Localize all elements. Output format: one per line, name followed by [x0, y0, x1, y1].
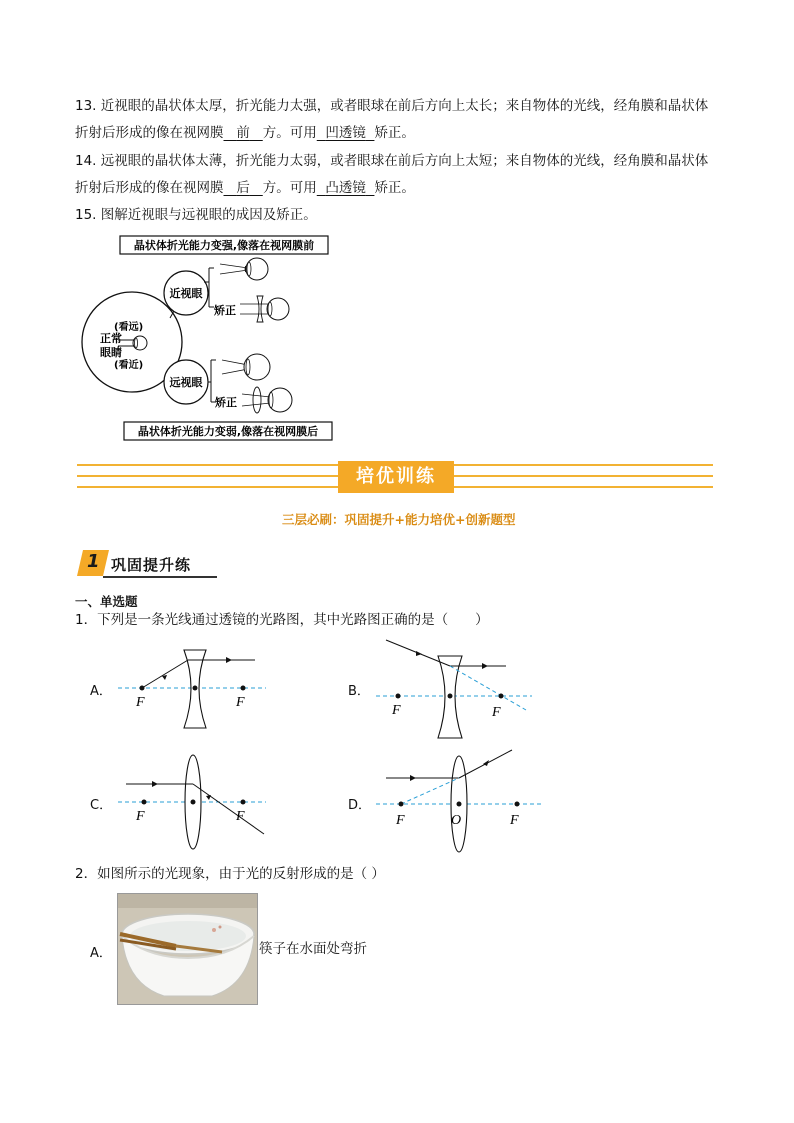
hyperopia-label: 远视眼: [169, 376, 203, 389]
q1-option-b-figure: [370, 636, 540, 742]
q1-option-a-label: A．: [90, 684, 112, 699]
q2-stem: 2．如图所示的光现象，由于光的反射形成的是（ ）: [75, 866, 385, 882]
focus-label: F: [236, 695, 245, 710]
section-number: 1: [87, 551, 100, 572]
part-title: 一、单选题: [75, 594, 138, 609]
q14-answer-2: 凸透镜: [325, 180, 366, 196]
focus-label: F: [392, 703, 401, 718]
q1-option-d-figure: [370, 744, 546, 856]
q14-line2-prefix: 折射后形成的像在视网膜: [75, 180, 224, 196]
q1-option-c-label: C．: [90, 798, 113, 813]
see-far-label: (看远): [114, 322, 144, 333]
focus-label: F: [236, 809, 245, 824]
q2-option-a-photo: [117, 893, 258, 1005]
q2-option-a-label: A．: [90, 946, 112, 961]
bottom-caption: 晶状体折光能力变弱,像落在视网膜后: [137, 425, 319, 438]
hyperopia-correction-label: 矫正: [215, 396, 237, 409]
q13-mid: 方。可用: [262, 125, 317, 141]
q13-line1: 13. 近视眼的晶状体太厚，折光能力太强，或者眼球在前后方向上太长；来自物体的光线，经角膜和晶状体: [75, 98, 709, 114]
q1-stem: 1．下列是一条光线通过透镜的光路图，其中光路图正确的是（ ）: [75, 612, 489, 628]
focus-label: F: [396, 813, 405, 828]
bowl-chopstick-image: [118, 894, 257, 1004]
myopia-correction-label: 矫正: [214, 304, 236, 317]
focus-label: F: [510, 813, 519, 828]
myopia-corrected-eye-icon: [267, 298, 289, 320]
q13-blank-1: [224, 125, 263, 141]
q14-blank-1: [224, 180, 263, 196]
q14-blank-2: [317, 180, 375, 196]
q1-option-d-label: D．: [348, 798, 372, 813]
q2-option-a-text: 筷子在水面处弯折: [259, 941, 367, 957]
q1-option-b-label: B．: [348, 684, 370, 699]
banner-title: 培优训练: [338, 461, 454, 493]
q13-post: 矫正。: [374, 125, 415, 141]
focus-label: F: [136, 695, 145, 710]
q13-line2: [75, 123, 415, 143]
q13-answer-1: 前: [236, 125, 250, 141]
q14-answer-1: 后: [236, 180, 250, 196]
q1-option-a-figure: [110, 644, 270, 734]
optical-center-label: O: [451, 813, 462, 828]
q14-line2: [75, 178, 415, 198]
section-underline: [103, 576, 217, 578]
myopia-label: 近视眼: [169, 287, 203, 300]
normal-label-1: 正常: [100, 332, 122, 345]
normal-label-2: 眼睛: [100, 346, 122, 359]
banner-subtitle: 三层必刷：巩固提升+能力培优+创新题型: [282, 512, 516, 527]
section-title: 巩固提升练: [111, 556, 192, 574]
hyperopia-corrected-eye-icon: [268, 388, 292, 412]
top-caption: 晶状体折光能力变强,像落在视网膜前: [133, 239, 315, 252]
q13-line2-prefix: 折射后形成的像在视网膜: [75, 125, 224, 141]
q14-mid: 方。可用: [262, 180, 317, 196]
hyperopia-eye-icon: [244, 354, 270, 380]
q13-blank-2: [317, 125, 375, 141]
q1-option-c-figure: [110, 752, 270, 852]
myopia-eye-icon: [246, 258, 268, 280]
eye-diagram: [74, 232, 344, 442]
q13-answer-2: 凹透镜: [325, 125, 366, 141]
q14-line1: 14. 远视眼的晶状体太薄，折光能力太弱，或者眼球在前后方向上太短；来自物体的光线，经角膜和晶状体: [75, 153, 709, 169]
q15-text: 15. 图解近视眼与远视眼的成因及矫正。: [75, 207, 317, 223]
see-near-label: (看近): [114, 360, 144, 371]
q14-post: 矫正。: [374, 180, 415, 196]
focus-label: F: [492, 705, 501, 720]
focus-label: F: [136, 809, 145, 824]
section-header: [77, 548, 217, 578]
